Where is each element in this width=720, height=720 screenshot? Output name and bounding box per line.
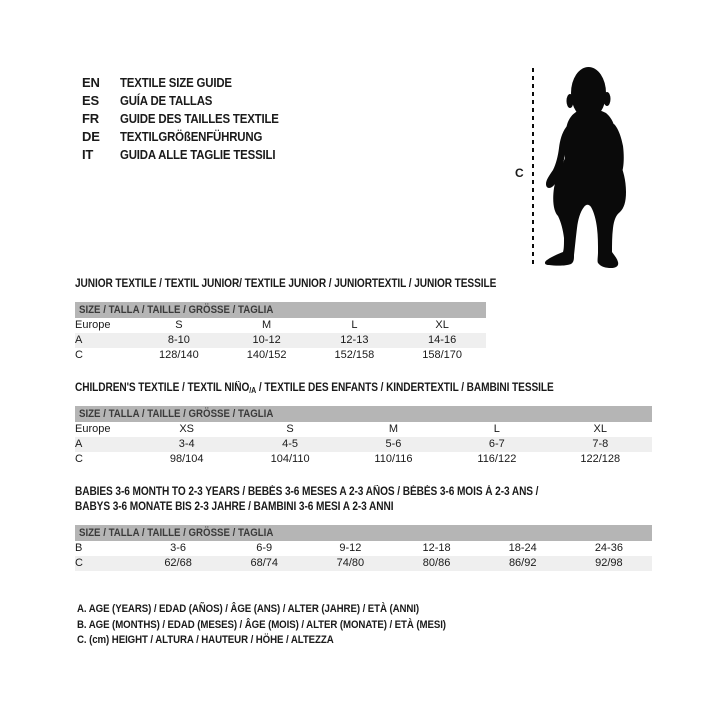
section-title-part: BABYS 3-6 MONATE BIS 2-3 JAHRE / BAMBINI 3-6 MESI A 2-3 ANNI bbox=[75, 501, 394, 513]
row-value: 128/140 bbox=[158, 349, 199, 361]
size-header-text: SIZE / TALLA / TAILLE / GRÖSSE / TAGLIA bbox=[79, 304, 274, 316]
language-code: ES bbox=[82, 93, 99, 108]
row-value: 158/170 bbox=[422, 349, 462, 361]
section-title-text bbox=[75, 500, 393, 515]
section-title-text bbox=[75, 277, 496, 292]
section-title bbox=[75, 277, 497, 292]
row-value: XL bbox=[435, 319, 449, 331]
row-value: XS bbox=[179, 423, 195, 435]
row-value: 92/98 bbox=[595, 557, 623, 569]
row-label: C bbox=[75, 557, 83, 569]
language-code: IT bbox=[82, 147, 94, 162]
legend-text: A. AGE (YEARS) / EDAD (AÑOS) / ÂGE (ANS) / ALTER (JAHRE) / ETÀ (ANNI) bbox=[77, 603, 420, 615]
legend-line bbox=[77, 633, 496, 649]
language-row bbox=[82, 74, 300, 92]
size-table bbox=[75, 541, 652, 571]
section-childrens-textile bbox=[75, 381, 652, 467]
language-row bbox=[82, 110, 300, 128]
row-value: 74/80 bbox=[336, 557, 365, 569]
row-label: B bbox=[75, 542, 83, 554]
row-value: 110/116 bbox=[374, 453, 413, 465]
table-row bbox=[75, 348, 486, 363]
row-label: A bbox=[75, 438, 83, 450]
section-title-line bbox=[75, 381, 652, 396]
table-row bbox=[75, 452, 652, 467]
section-title bbox=[75, 381, 652, 396]
legend-line bbox=[77, 602, 496, 618]
row-label: Europe bbox=[75, 423, 111, 435]
legend-text: C. (cm) HEIGHT / ALTURA / HAUTEUR / HÖHE / ALTEZZA bbox=[77, 634, 334, 646]
row-label: C bbox=[75, 453, 83, 465]
baby-silhouette-icon bbox=[540, 60, 640, 272]
measurement-legend bbox=[77, 602, 496, 649]
row-value: 80/86 bbox=[422, 557, 451, 569]
language-row bbox=[82, 92, 300, 110]
row-value: 62/68 bbox=[164, 557, 192, 569]
table-row bbox=[75, 437, 652, 452]
section-title-line bbox=[75, 500, 652, 515]
row-value: 152/158 bbox=[334, 349, 375, 361]
language-row bbox=[82, 146, 300, 164]
row-value: 12-18 bbox=[422, 542, 451, 554]
row-value: 9-12 bbox=[339, 542, 362, 554]
size-header-text: SIZE / TALLA / TAILLE / GRÖSSE / TAGLIA bbox=[79, 527, 274, 539]
row-value: 7-8 bbox=[592, 438, 609, 450]
language-label: TEXTILE SIZE GUIDE bbox=[120, 75, 232, 90]
row-value: 98/104 bbox=[169, 453, 204, 465]
row-value: M bbox=[388, 423, 399, 435]
language-label: GUIDE DES TAILLES TEXTILE bbox=[120, 111, 279, 126]
row-value: 3-6 bbox=[170, 542, 187, 554]
section-title-text bbox=[75, 485, 538, 500]
size-header-bar bbox=[75, 406, 652, 422]
size-header-bar bbox=[75, 525, 652, 541]
language-label: TEXTILGRÖßENFÜHRUNG bbox=[120, 129, 263, 144]
row-value: 6-7 bbox=[488, 438, 505, 450]
row-value: M bbox=[262, 319, 272, 331]
section-title-part: JUNIOR TEXTILE / TEXTIL JUNIOR/ TEXTILE JUNIOR / JUNIORTEXTIL / JUNIOR TESSILE bbox=[75, 278, 497, 290]
section-title-part: /A bbox=[249, 386, 257, 395]
size-table-body bbox=[75, 422, 652, 467]
row-value: 3-4 bbox=[178, 438, 195, 450]
size-table bbox=[75, 422, 652, 467]
size-table bbox=[75, 318, 486, 363]
section-title-part: CHILDREN'S TEXTILE / TEXTIL NIÑO bbox=[75, 382, 250, 394]
size-header-text: SIZE / TALLA / TAILLE / GRÖSSE / TAGLIA bbox=[79, 408, 274, 420]
height-measure-line bbox=[532, 68, 534, 268]
row-value: XL bbox=[593, 423, 608, 435]
row-value: L bbox=[351, 319, 358, 331]
size-table-body bbox=[75, 541, 652, 571]
row-value: 24-36 bbox=[594, 542, 623, 554]
row-label: A bbox=[75, 334, 83, 346]
section-babies-textile bbox=[75, 485, 652, 571]
row-value: 18-24 bbox=[508, 542, 537, 554]
row-value: 5-6 bbox=[385, 438, 402, 450]
height-measure-label: C bbox=[515, 166, 524, 180]
section-junior-textile bbox=[75, 277, 497, 363]
section-title-text bbox=[75, 381, 554, 398]
row-value: 4-5 bbox=[282, 438, 299, 450]
language-code: EN bbox=[82, 75, 100, 90]
table-row bbox=[75, 333, 486, 348]
language-code: DE bbox=[82, 129, 100, 144]
section-title-part: / TEXTILE DES ENFANTS / KINDERTEXTIL / BAMBINI TESSILE bbox=[256, 382, 554, 394]
row-value: 68/74 bbox=[250, 557, 278, 569]
row-value: 8-10 bbox=[167, 334, 190, 346]
size-header-bar bbox=[75, 302, 486, 318]
row-label: Europe bbox=[75, 319, 111, 331]
legend-line bbox=[77, 618, 496, 634]
row-label: C bbox=[75, 349, 83, 361]
size-table-body bbox=[75, 318, 486, 363]
row-value: S bbox=[286, 423, 294, 435]
language-list bbox=[82, 74, 300, 164]
row-value: 12-13 bbox=[340, 334, 369, 346]
row-value: 6-9 bbox=[256, 542, 273, 554]
section-title bbox=[75, 485, 652, 515]
legend-text: B. AGE (MONTHS) / EDAD (MESES) / ÂGE (MOIS) / ALTER (MONATE) / ETÀ (MESI) bbox=[77, 618, 446, 631]
row-value: 10-12 bbox=[252, 334, 281, 346]
section-title-line bbox=[75, 277, 497, 292]
language-label: GUÍA DE TALLAS bbox=[120, 93, 213, 108]
row-value: 14-16 bbox=[428, 334, 457, 346]
row-value: 86/92 bbox=[508, 557, 537, 569]
row-value: 104/110 bbox=[270, 453, 310, 465]
row-value: 140/152 bbox=[246, 349, 287, 361]
row-value: 116/122 bbox=[477, 453, 517, 465]
table-row bbox=[75, 318, 486, 333]
section-title-part: BABIES 3-6 MONTH TO 2-3 YEARS / BEBÉS 3-6 MESES A 2-3 AÑOS / BÉBÉS 3-6 MOIS À 2-3 ANS / bbox=[75, 486, 539, 498]
section-title-line bbox=[75, 485, 652, 500]
table-row bbox=[75, 541, 652, 556]
row-value: L bbox=[493, 423, 500, 435]
language-label: GUIDA ALLE TAGLIE TESSILI bbox=[120, 147, 276, 162]
language-code: FR bbox=[82, 111, 99, 126]
table-row bbox=[75, 556, 652, 571]
row-value: S bbox=[175, 319, 183, 331]
table-row bbox=[75, 422, 652, 437]
language-row bbox=[82, 128, 300, 146]
row-value: 122/128 bbox=[580, 453, 621, 465]
